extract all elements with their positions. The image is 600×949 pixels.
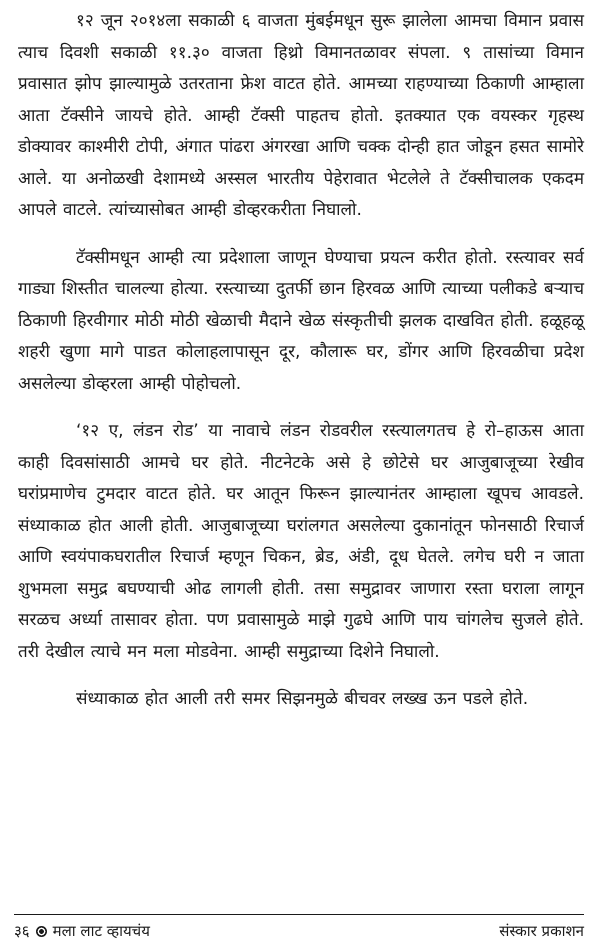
publisher-name: संस्कार प्रकाशन bbox=[499, 922, 584, 940]
paragraph-3: ‘१२ ए, लंडन रोड’ या नावाचे लंडन रोडवरील रस्त्यालगतच हे रो–हाऊस आता काही दिवसांसाठी आमचे घर होते. नीटनेटके असे हे छोटेसे घर आजुबाजूच्या रेखीव घरांप्रमाणेच टुमदार वाटत होते. घर आतून फिरून झाल्यानंतर आम्हाला खूपच आवडले. संध्याकाळ होत आली होती. आजुबाजूच्या घरांलगत असलेल्या दुकानांतून फोनसाठी रिचार्ज आणि स्वयंपाकघरातील रिचार्ज म्हणून चिकन, ब्रेड, अंडी, दूध घेतले. लगेच घरी न जाता शुभमला समुद्र बघण्याची ओढ लागली होती. तसा समुद्रावर जाणारा रस्ता घराला लागून सरळच अर्ध्या तासावर होता. पण प्रवासामुळे माझे गुढघे आणि पाय चांगलेच सुजले होते. तरी देखील त्याचे मन मला मोडवेना. आम्ही समुद्राच्या दिशेने निघालो. bbox=[18, 421, 584, 662]
page-number: ३६ bbox=[14, 922, 30, 940]
book-title: मला लाट व्हायचंय bbox=[52, 922, 150, 940]
paragraph-1: १२ जून २०१४ला सकाळी ६ वाजता मुंबईमधून सुरू झालेला आमचा विमान प्रवास त्याच दिवशी सकाळी ११.३० वाजता हिथ्रो विमानतळावर संपला. ९ तासांच्या विमान प्रवासात झोप झाल्यामुळे उतरताना फ्रेश वाटत होते. आमच्या राहण्याच्या ठिकाणी आम्हाला आता टॅक्सीने जायचे होते. आम्ही टॅक्सी पाहतच होतो. इतक्यात एक वयस्कर गृहस्थ डोक्यावर काश्मीरी टोपी, अंगात पांढरा अंगरखा आणि चक्क दोन्ही हात जोडून हसत सामोरे आले. या अनोळखी देशामध्ये अस्सल भारतीय पेहेरावात भेटलेले ते टॅक्सीचालक एकदम आपले वाटले. त्यांच्यासोबत आम्ही डोव्हरकरीता निघालो. bbox=[18, 11, 584, 220]
page-footer bbox=[14, 914, 584, 941]
footer-left bbox=[14, 921, 150, 941]
paragraph-4: संध्याकाळ होत आली तरी समर सिझनमुळे बीचवर लख्ख ऊन पडले होते. bbox=[76, 689, 529, 709]
page-body bbox=[18, 6, 584, 716]
paragraph-2: टॅक्सीमधून आम्ही त्या प्रदेशाला जाणून घेण्याचा प्रयत्न करीत होतो. रस्त्यावर सर्व गाड्या शिस्तीत चालल्या होत्या. रस्त्याच्या दुतर्फी छान हिरवळ आणि त्याच्या पलीकडे बऱ्याच ठिकाणी हिरवीगार मोठी मोठी खेळाची मैदाने खेळ संस्कृतीची झलक दाखवित होती. हळूहळू शहरी खुणा मागे पाडत कोलाहलापासून दूर, कौलारू घर, डोंगर आणि हिरवळीचा प्रदेश असलेल्या डोव्हरला आम्ही पोहोचलो. bbox=[18, 247, 584, 394]
flower-ornament-icon bbox=[36, 926, 47, 937]
